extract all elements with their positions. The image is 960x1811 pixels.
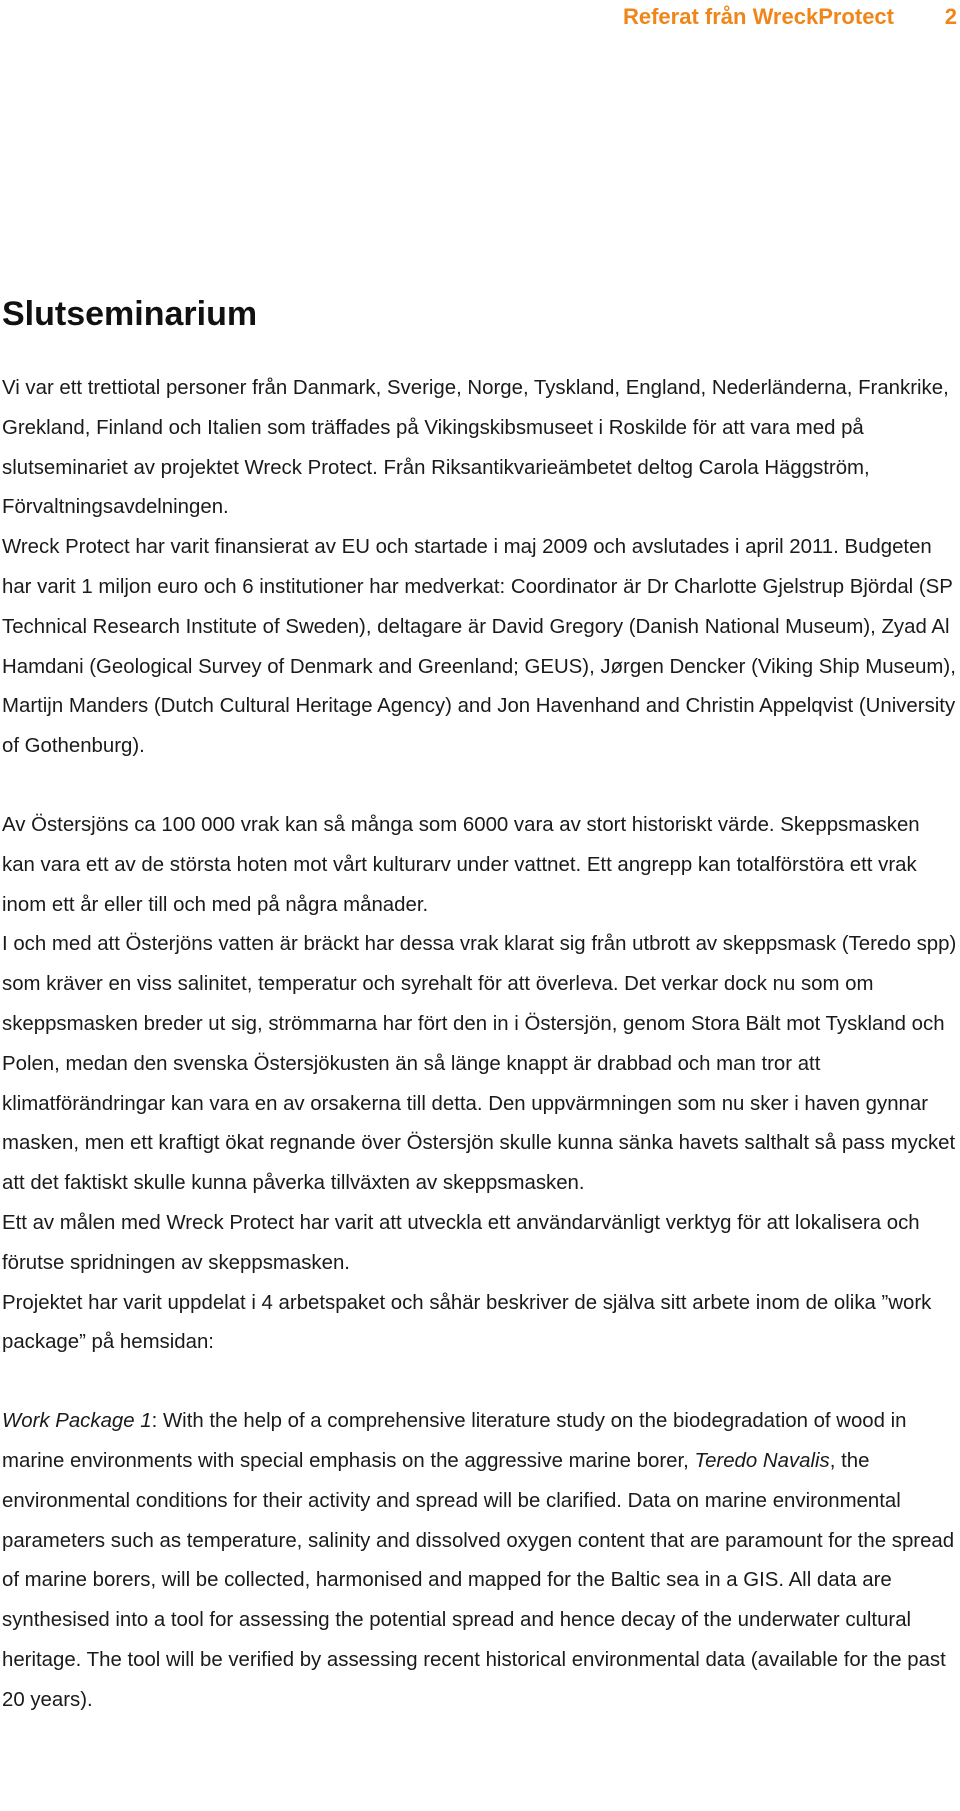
- paragraph-work-packages: Projektet har varit uppdelat i 4 arbetspaket och såhär beskriver de själva sitt arbete inom de olika ”work package” på hemsidan:: [2, 1291, 932, 1354]
- paragraph-work-package-1: [2, 1402, 958, 1720]
- paragraph-wrecks: Av Östersjöns ca 100 000 vrak kan så många som 6000 vara av stort historiskt värde. Skeppsmasken kan vara ett av de största hoten mot vårt kulturarv under vattnet. Ett angrepp kan totalförstöra ett vrak inom ett år eller till och med på några månader.: [2, 813, 920, 916]
- paragraph-gap: [2, 767, 958, 806]
- paragraph-gap: [2, 1363, 958, 1402]
- species-name: Teredo Navalis: [694, 1449, 830, 1472]
- paragraph-participants: Vi var ett trettiotal personer från Danmark, Sverige, Norge, Tyskland, England, Nederländerna, Frankrike, Grekland, Finland och Italien som träffades på Vikingskibsmuseet i Roskilde för att vara med på slutseminariet av projektet Wreck Protect. Från Riksantikvarieämbetet deltog Carola Häggström, Förvaltningsavdelningen.: [2, 377, 949, 519]
- document-body: [2, 369, 958, 1721]
- page-number: 2: [944, 4, 957, 29]
- section-title: Slutseminarium: [2, 295, 258, 333]
- page-header: [0, 4, 960, 34]
- paragraph-goal: Ett av målen med Wreck Protect har varit att utveckla ett användarvänligt verktyg för att lokalisera och förutse spridningen av skeppsmasken.: [2, 1211, 920, 1274]
- work-package-text-a: : With the help of a comprehensive literature study on the biodegradation of wood in marine environments with special emphasis on the aggressive marine borer,: [2, 1410, 907, 1472]
- work-package-text-b: , the environmental conditions for their activity and spread will be clarified. Data on marine environmental parameters such as temperature, salinity and dissolved oxygen content that are paramount for the spread of marine borers, will be collected, harmonised and mapped for the Baltic sea in a GIS. All data are synthesised into a tool for assessing the potential spread and hence decay of the underwater cultural heritage. The tool will be verified by assessing recent historical environmental data (available for the past 20 years).: [2, 1449, 955, 1711]
- paragraph-funding: Wreck Protect har varit finansierat av EU och startade i maj 2009 och avslutades i april 2011. Budgeten har varit 1 miljon euro och 6 institutioner har medverkat: Coordinator är Dr Charlotte Gjelstrup Björdal (SP Technical Research Institute of Sweden), deltagare är David Gregory (Danish National Museum), Zyad Al Hamdani (Geological Survey of Denmark and Greenland; GEUS), Jørgen Dencker (Viking Ship Museum), Martijn Manders (Dutch Cultural Heritage Agency) and Jon Havenhand and Christin Appelqvist (University of Gothenburg).: [2, 536, 956, 758]
- paragraph-shipworm: I och med att Österjöns vatten är bräckt har dessa vrak klarat sig från utbrott av skeppsmask (Teredo spp) som kräver en viss salinitet, temperatur och syrehalt för att överleva. Det verkar dock nu som om skeppsmasken breder ut sig, strömmarna har fört den in i Östersjön, genom Stora Bält mot Tyskland och Polen, medan den svenska Östersjökusten än så länge knappt är drabbad och man tror att klimatförändringar kan vara en av orsakerna till detta. Den uppvärmningen som nu sker i haven gynnar masken, men ett kraftigt ökat regnande över Östersjön skulle kunna sänka havets salthalt så pass mycket att det faktiskt skulle kunna påverka tillväxten av skeppsmasken.: [2, 933, 957, 1195]
- work-package-label: Work Package 1: [2, 1410, 152, 1433]
- header-title: Referat från WreckProtect: [622, 4, 894, 29]
